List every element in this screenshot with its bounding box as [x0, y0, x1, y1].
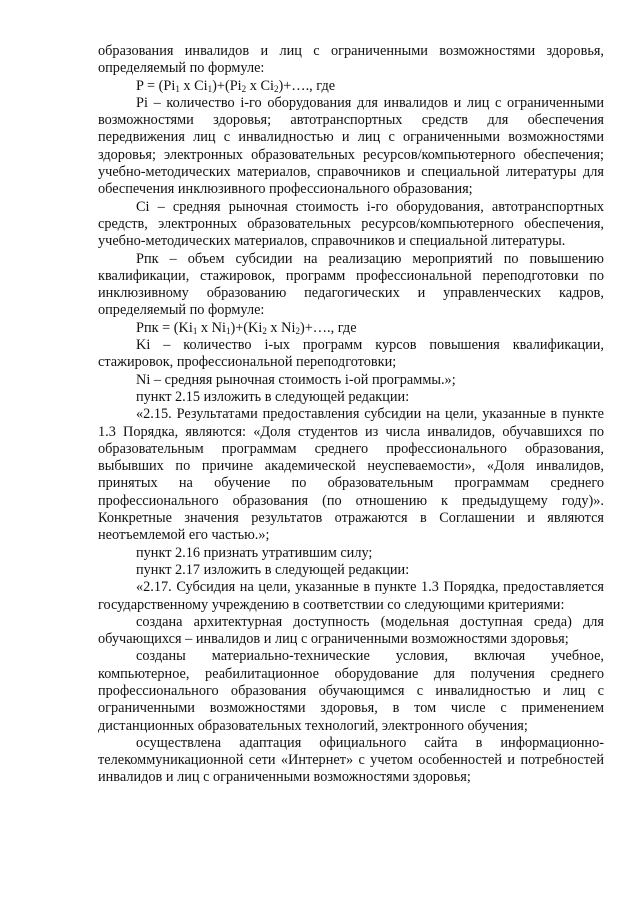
document-body	[98, 43, 604, 787]
paragraph-item-2-16: пункт 2.16 признать утратившим силу;	[136, 544, 373, 561]
formula-subscript: 1	[225, 325, 231, 336]
paragraph-criterion-website: осуществлена адаптация официального сайта в информационно-телекоммуникационной сети «Интернет» с учетом особенностей и потребностей инвалидов и лиц с ограниченными возможностями здоровья;	[98, 734, 604, 786]
paragraph-ki-definition: Ki – количество i-ых программ курсов повышения квалификации, стажировок, профессиональной переподготовки;	[98, 337, 604, 371]
formula-part: Pпк = (Ki	[136, 319, 193, 336]
formula-subscript: 2	[262, 325, 267, 336]
formula-part: x Ni	[197, 319, 226, 336]
formula-subscript: 1	[207, 83, 213, 94]
paragraph-ppk-definition: Pпк – объем субсидии на реализацию мероприятий по повышению квалификации, стажировок, программ профессиональной переподготовки по инклюзивному образованию педагогических и управленческих кадров, определяемый по формуле:	[98, 250, 604, 319]
formula-part: x Ci	[179, 77, 208, 94]
formula-part: P = (Pi	[136, 77, 176, 94]
formula-subscript: 2	[273, 83, 279, 94]
paragraph-ci-definition: Ci – средняя рыночная стоимость i-го оборудования, автотранспортных средств, электронных образовательных ресурсов/компьютерного обеспечения, учебно-методических материалов, справочников и специальной литературы.	[98, 198, 604, 250]
paragraph-formula-intro: образования инвалидов и лиц с ограниченными возможностями здоровья, определяемый по формуле:	[98, 43, 604, 77]
formula-part: x Ci	[246, 77, 274, 94]
paragraph-criterion-equipment: созданы материально-технические условия, включая учебное, компьютерное, реабилитационное оборудование для получения среднего профессионального образования обучающимся с инвалидностью и лиц с ограниченными возможностями здоровья, в том числе с применением дистанционных образовательных технологий, электронного обучения;	[98, 648, 604, 734]
paragraph-criterion-accessibility: создана архитектурная доступность (модельная доступная среда) для обучающихся – инвалидов и лиц с ограниченными возможностями здоровья;	[98, 613, 604, 648]
formula-p	[98, 78, 604, 95]
formula-part: )+…., где	[299, 319, 357, 336]
formula-part: )+…., где	[278, 77, 336, 94]
paragraph-item-2-15: «2.15. Результатами предоставления субсидии на цели, указанные в пункте 1.3 Порядка, являются: «Доля студентов из числа инвалидов, обучавшихся по образовательным программам среднего профессионального образования, выбывших по причине академической неуспеваемости», «Доля инвалидов, принятых на обучение по образовательным программам среднего профессионального образования (по отношению к предыдущему году)». Конкретные значения результатов отражаются в Соглашении и являются неотъемлемой его частью.»;	[98, 406, 604, 544]
formula-part: x Ni	[266, 319, 296, 336]
formula-part: )+(Pi	[212, 77, 242, 94]
formula-ppk	[98, 320, 604, 337]
paragraph-ni-definition: Ni – средняя рыночная стоимость i-ой программы.»;	[136, 371, 456, 388]
paragraph-item-2-17: «2.17. Субсидия на цели, указанные в пункте 1.3 Порядка, предоставляется государственному учреждению в соответствии со следующими критериями:	[98, 579, 604, 613]
formula-subscript: 1	[175, 83, 180, 94]
formula-part: )+(Ki	[230, 319, 263, 336]
formula-subscript: 2	[241, 83, 247, 94]
paragraph-pi-definition: Pi – количество i-го оборудования для инвалидов и лиц с ограниченными возможностями здоровья; автотранспортных средств для обеспечения передвижения лиц с инвалидностью и лиц с ограниченными возможностями здоровья; электронных образовательных ресурсов/компьютерного обеспечения; учебно-методических материалов, справочников и специальной литературы для обеспечения инклюзивного профессионального образования;	[98, 94, 604, 198]
formula-subscript: 2	[295, 325, 300, 336]
paragraph-item-2-17-intro: пункт 2.17 изложить в следующей редакции:	[136, 561, 410, 578]
formula-subscript: 1	[192, 325, 198, 336]
paragraph-item-2-15-intro: пункт 2.15 изложить в следующей редакции:	[136, 388, 410, 405]
